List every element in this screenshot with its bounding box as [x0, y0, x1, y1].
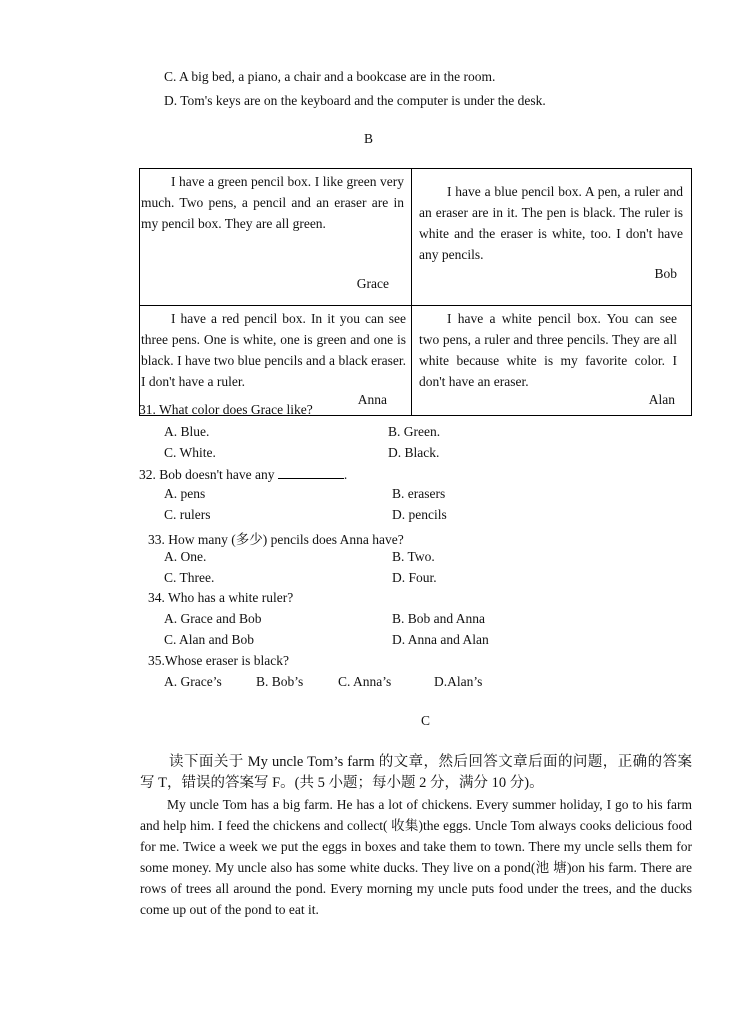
- section-c-passage: [140, 794, 692, 920]
- signature-bob: Bob: [654, 266, 677, 281]
- q34-option-b: B. Bob and Anna: [392, 611, 485, 626]
- cell-bob: [412, 169, 692, 306]
- signature-anna: Anna: [357, 392, 387, 407]
- q32-option-b: B. erasers: [392, 486, 446, 501]
- q31-option-d: D. Black.: [388, 445, 440, 460]
- q33-option-a: A. One.: [164, 549, 207, 564]
- cell-anna: [140, 306, 412, 416]
- section-c-heading: C: [420, 713, 430, 728]
- cell-grace-text: I have a green pencil box. I like green very much. Two pens, a pencil and an eraser are in my pencil box. They are all green.: [141, 174, 404, 231]
- question-33-stem: 33. How many (多少) pencils does Anna have?: [148, 532, 404, 547]
- cell-bob-text: I have a blue pencil box. A pen, a ruler and an eraser are in it. The pen is black. The ruler is white and the eraser is white, too. I don't have any pencils.: [419, 184, 683, 262]
- cell-anna-text: I have a red pencil box. In it you can see three pens. One is white, one is green and one is black. I have two blue pencils and a black eraser. I don't have a ruler.: [141, 311, 406, 389]
- q35-option-c: C. Anna’s: [338, 674, 392, 689]
- answer-blank: [278, 466, 344, 479]
- cell-grace: [140, 169, 412, 306]
- question-34-stem: 34. Who has a white ruler?: [148, 590, 294, 605]
- q32-option-d: D. pencils: [392, 507, 447, 522]
- question-35-stem: 35.Whose eraser is black?: [148, 653, 289, 668]
- q31-option-b: B. Green.: [388, 424, 441, 439]
- q32-option-c: C. rulers: [164, 507, 211, 522]
- pencil-box-table: [139, 168, 692, 416]
- question-32-end: .: [343, 467, 348, 482]
- signature-alan: Alan: [648, 392, 675, 407]
- q34-option-d: D. Anna and Alan: [392, 632, 489, 647]
- signature-grace: Grace: [356, 276, 389, 291]
- passage-text: My uncle Tom has a big farm. He has a lot of chickens. Every summer holiday, I go to his farm and help him. I feed the chickens and collect( 收集)the eggs. Uncle Tom always cooks delicious food for me. Twice a week we put the eggs in boxes and take them to town. There my uncle sells them for some money. My uncle also has some white ducks. They live on a pond(池 塘)on his farm. There are rows of trees all around the pond. Every morning my uncle puts food under the trees, and the ducks come up out of the pond to eat it.: [140, 797, 692, 917]
- q35-option-a: A. Grace’s: [164, 674, 222, 689]
- instruction-text: 读下面关于 My uncle Tom’s farm 的文章，然后回答文章后面的问题，正确的答案写 T，错误的答案写 F。(共 5 小题；每小题 2 分，满分 10 分)。: [140, 754, 692, 791]
- q33-option-d: D. Four.: [392, 570, 437, 585]
- question-32-stem: [139, 466, 347, 483]
- section-c-instruction: [140, 752, 692, 794]
- q34-option-c: C. Alan and Bob: [164, 632, 254, 647]
- q35-option-d: D.Alan’s: [434, 674, 483, 689]
- section-b-heading: B: [363, 131, 373, 146]
- cell-alan-text: I have a white pencil box. You can see two pens, a ruler and three pencils. They are all white because white is my favorite color. I don't have an eraser.: [419, 311, 677, 389]
- option-c-prev: C. A big bed, a piano, a chair and a bookcase are in the room.: [164, 69, 496, 84]
- q31-option-a: A. Blue.: [164, 424, 210, 439]
- option-d-prev: D. Tom's keys are on the keyboard and the computer is under the desk.: [164, 93, 546, 108]
- q31-option-c: C. White.: [164, 445, 216, 460]
- q35-option-b: B. Bob’s: [256, 674, 304, 689]
- q33-option-c: C. Three.: [164, 570, 215, 585]
- question-32-text: 32. Bob doesn't have any: [139, 467, 275, 482]
- q32-option-a: A. pens: [164, 486, 206, 501]
- q34-option-a: A. Grace and Bob: [164, 611, 262, 626]
- question-31-stem: 31. What color does Grace like?: [139, 402, 313, 417]
- q33-option-b: B. Two.: [392, 549, 435, 564]
- cell-alan: [412, 306, 692, 416]
